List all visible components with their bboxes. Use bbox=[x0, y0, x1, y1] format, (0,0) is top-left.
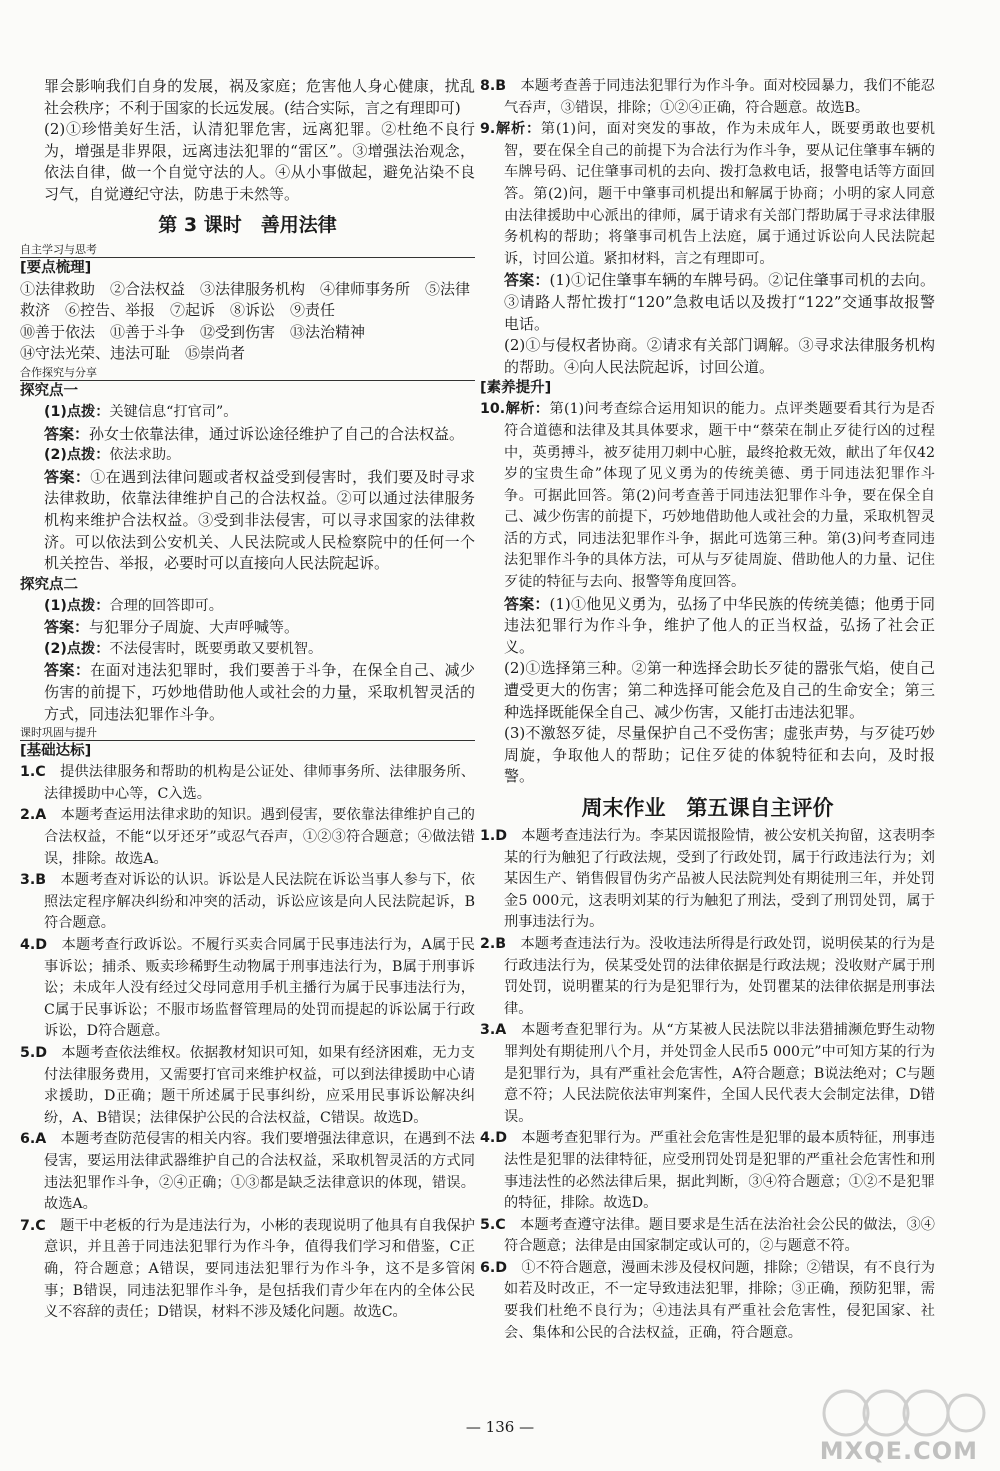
item-10 bbox=[480, 399, 935, 593]
explore-point-2-title: 探究点二 bbox=[20, 576, 78, 593]
intro-paragraph: 罪会影响我们自身的发展，祸及家庭；危害他人身心健康，扰乱社会秩序；不利于国家的长远发展。(结合实际，言之有理即可) bbox=[44, 77, 475, 117]
left-column bbox=[20, 76, 475, 1324]
watermark-text: MXQE.COM bbox=[819, 1437, 978, 1465]
answer-item bbox=[20, 1043, 475, 1129]
item-9-answer-label: 答案： bbox=[504, 271, 550, 290]
item-number: 5.C bbox=[480, 1216, 506, 1233]
answer-paragraph bbox=[20, 660, 475, 725]
item-spacer bbox=[46, 872, 60, 888]
item-text: 本题考查犯罪行为。严重社会危害性是犯罪的最本质特征，刑事违法性是犯罪的法律特征，应受刑罚处罚是犯罪的严重社会危害性和刑事违法性的必然法律后果，据此判断，③④符合题意；①②不是犯罪的特征，排除。故选D。 bbox=[504, 1130, 935, 1212]
lesson-title: 第 3 课时 善用法律 bbox=[158, 213, 337, 236]
item-spacer bbox=[506, 1022, 521, 1038]
item-10-answer-block bbox=[480, 594, 935, 659]
item-10-analysis-label: 解析： bbox=[505, 401, 550, 418]
item-number: 3.A bbox=[480, 1022, 507, 1039]
item-10-answer-2: (2)①选择第三种。②第一种选择会助长歹徒的嚣张气焰，使自己遭受更大的伤害；第二种选择可能会危及自己的生命安全；第三种选择既能保全自己、减少伤害，又能打击违法犯罪。 bbox=[504, 659, 935, 721]
item-10-no: 10. bbox=[480, 401, 506, 418]
page-number: — 136 — bbox=[465, 1418, 535, 1436]
answer-item bbox=[480, 934, 935, 1020]
answer-paragraph bbox=[20, 617, 475, 639]
item-spacer bbox=[507, 1130, 521, 1146]
hint-paragraph bbox=[20, 402, 475, 424]
answer-item bbox=[20, 935, 475, 1043]
item-number: 8.B bbox=[480, 78, 507, 94]
answer-items-a bbox=[480, 76, 935, 119]
answer-item bbox=[20, 1129, 475, 1215]
answer-item bbox=[20, 805, 475, 870]
answer-label: 答案： bbox=[44, 618, 90, 637]
item-spacer bbox=[47, 937, 62, 953]
hint-label: (1)点拨： bbox=[44, 403, 110, 420]
item-number: 6.A bbox=[20, 1131, 47, 1148]
item-10-answer-3: (3)不激怒歹徒，尽量保护自己不受伤害；虚张声势，与歹徒巧妙周旋，争取他人的帮助；记住歹徒的体貌特征和去向，及时报警。 bbox=[504, 724, 935, 786]
item-9-answer-block bbox=[480, 270, 935, 335]
answer-paragraph bbox=[20, 424, 475, 446]
hint-paragraph bbox=[20, 445, 475, 467]
item-10-analysis: 第(1)问考查综合运用知识的能力。点评类题要看其行为是否符合道德和法律及其具体要求，题干中“蔡荣在制止歹徒行凶的过程中，英勇搏斗，被歹徒用刀刺中心脏，最终抢救无效，献出了年仅42岁的宝贵生命”体现了见义勇为的传统美德、勇于同违法犯罪作斗争。可据此回答。第(2)问考查善于同违法犯罪作斗争，要在保全自己、减少伤害的前提下，巧妙地借助他人或社会的力量，采取机智灵活的方式，同违法犯罪作斗争，据此可选第三种。第(3)问考查同违法犯罪作斗争的具体方法，可从与歹徒周旋、借助他人的力量、记住歹徒的特征与去向、报警等角度回答。 bbox=[504, 401, 935, 591]
answer-text: 在面对违法犯罪时，我们要善于斗争，在保全自己、减少伤害的前提下，巧妙地借助他人或社会的力量，采取机智灵活的方式，同违法犯罪作斗争。 bbox=[44, 661, 475, 723]
item-text: ①不符合题意，漫画未涉及侵权问题，排除；②错误，有不良行为如若及时改正，不一定导致违法犯罪，排除；③正确，预防犯罪，需要我们杜绝不良行为；④违法具有严重社会危害性，侵犯国家、社会、集体和公民的合法权益，正确，符合题意。 bbox=[504, 1259, 935, 1341]
item-text: 本题考查依法维权。依据教材知识可知，如果有经济困难，无力支付法律服务费用，又需要打官司来维护权益，可以到法律援助中心请求援助，D正确；题干所述属于民事纠纷，应采用民事诉讼解决纠纷，A、B错误；法律保护公民的合法权益，C错误。故选D。 bbox=[44, 1044, 475, 1126]
intro-paragraph: (2)①珍惜美好生活，认清犯罪危害，远离犯罪。②杜绝不良行为，增强是非界限，远离违法犯罪的“雷区”。③增强法治观念，依法自律，做一个自觉守法的人。④从小事做起，避免沾染不良习气，自觉遵纪守法，防患于未然等。 bbox=[44, 120, 475, 203]
answer-item bbox=[480, 1215, 935, 1258]
answer-item bbox=[480, 76, 935, 119]
item-text: 提供法律服务和帮助的机构是公证处、律师事务所、法律服务所、法律援助中心等，C入选。 bbox=[44, 764, 475, 802]
answer-item bbox=[480, 1258, 935, 1344]
item-text: 本题考查对诉讼的认识。诉讼是人民法院在诉讼当事人参与下，依照法定程序解决纠纷和冲突的活动，诉讼应该是向人民法院起诉，B符合题意。 bbox=[44, 872, 475, 932]
answer-label: 答案： bbox=[44, 424, 90, 443]
explore-point-1-title: 探究点一 bbox=[20, 382, 78, 399]
answer-item bbox=[480, 1128, 935, 1214]
item-10-answer-label: 答案： bbox=[504, 594, 550, 613]
hint-paragraph bbox=[20, 596, 475, 618]
key-points-line: ⑩善于依法 ⑪善于斗争 ⑫受到伤害 ⑬法治精神 bbox=[20, 322, 366, 341]
answer-item bbox=[480, 1020, 935, 1128]
answer-text: 孙女士依靠法律，通过诉讼途径维护了自己的合法权益。 bbox=[89, 424, 465, 443]
section-label-cooperation: 合作探究与分享 bbox=[20, 365, 475, 381]
item-spacer bbox=[46, 807, 60, 823]
answer-item bbox=[480, 826, 935, 934]
intro-section bbox=[20, 76, 475, 206]
key-points-line: ①法律救助 ②合法权益 ③法律服务机构 ④律师事务所 ⑤法律救济 ⑥控告、举报 ⑦起诉 ⑧诉讼 ⑨责任 bbox=[20, 279, 471, 320]
item-number: 3.B bbox=[20, 872, 47, 889]
answer-paragraph bbox=[20, 467, 475, 575]
item-text: 本题考查行政诉讼。不履行买卖合同属于民事违法行为，A属于民事诉讼；捕杀、贩卖珍稀野生动物属于刑事违法行为，B属于刑事诉讼；未成年人没有经过父母同意用手机主播行为属于民事违法行为，C属于民事诉讼；不服市场监督管理局的处罚而提起的诉讼属于行政诉讼，D符合题意。 bbox=[44, 937, 475, 1040]
item-number: 1.C bbox=[20, 764, 46, 781]
hint-text: 合理的回答即可。 bbox=[109, 597, 223, 614]
item-spacer bbox=[47, 1045, 61, 1061]
item-spacer bbox=[46, 1218, 60, 1234]
item-spacer bbox=[507, 828, 521, 844]
item-number: 7.C bbox=[20, 1217, 46, 1234]
item-text: 本题考查犯罪行为。从“方某被人民法院以非法猎捕濒危野生动物罪判处有期徒刑八个月，并处罚金人民币5 000元”中可知方某的行为是犯罪行为，具有严重社会危害性，A符合题意；B说法绝对；C与题意不符；人民法院依法审判案件，全国人民代表大会制定法律，D错误。 bbox=[504, 1022, 935, 1125]
weekend-items bbox=[480, 826, 935, 1344]
hint-paragraph bbox=[20, 639, 475, 661]
key-points-label: [要点梳理] bbox=[20, 259, 92, 276]
answer-label: 答案： bbox=[44, 661, 91, 680]
item-spacer bbox=[507, 1260, 521, 1276]
explore-point-1 bbox=[20, 402, 475, 575]
item-spacer bbox=[46, 764, 60, 780]
basic-label: [基础达标] bbox=[20, 743, 92, 760]
answer-item bbox=[20, 870, 475, 935]
hint-text: 依法求助。 bbox=[109, 447, 181, 464]
item-number: 2.B bbox=[480, 935, 507, 952]
answer-text: 与犯罪分子周旋、大声呼喊等。 bbox=[89, 618, 300, 637]
item-number: 5.D bbox=[20, 1044, 48, 1061]
item-text: 本题考查违法行为。李某因谎报险情，被公安机关拘留，这表明李某的行为触犯了行政法规，受到了行政处罚，属于行政违法行为；刘某因生产、销售假冒伪劣产品被人民法院判处有期徒刑三年，并处罚金5 000元，这表明刘某的行为触犯了刑法，受到了刑罚处罚，属于刑事违法行为。 bbox=[504, 828, 935, 931]
item-10-answer-1: (1)①他见义勇为，弘扬了中华民族的传统美德；他勇于同违法犯罪行为作斗争，维护了他人的正当权益，弘扬了社会正义。 bbox=[504, 594, 935, 656]
item-text: 题干中老板的行为是违法行为，小彬的表现说明了他具有自我保护意识，并且善于同违法犯罪行为作斗争，值得我们学习和借鉴，C正确，符合题意；A错误，要同违法犯罪行为作斗争，这不是多管闲事；B错误，同违法犯罪作斗争，是包括我们青少年在内的全体公民义不容辞的责任；D错误，材料不涉及矮化问题。故选C。 bbox=[44, 1217, 475, 1321]
answer-label: 答案： bbox=[44, 467, 91, 486]
item-spacer bbox=[506, 936, 520, 952]
answer-item bbox=[20, 1216, 475, 1324]
hint-label: (2)点拨： bbox=[44, 447, 110, 464]
item-text: 本题考查违法行为。没收违法所得是行政处罚，说明侯某的行为是行政违法行为，侯某受处罚的法律依据是行政法规；没收财产属于刑罚处罚，说明瞿某的行为是犯罪行为，处罚瞿某的法律依据是刑事法律。 bbox=[504, 935, 935, 1017]
key-points-line: ⑭守法光荣、违法可耻 ⑮崇尚者 bbox=[20, 344, 246, 363]
section-label-self-study: 自主学习与思考 bbox=[20, 242, 475, 258]
item-spacer bbox=[46, 1131, 60, 1147]
explore-point-2 bbox=[20, 596, 475, 726]
item-number: 4.D bbox=[480, 1130, 508, 1147]
item-number: 1.D bbox=[480, 828, 508, 844]
item-text: 本题考查遵守法律。题目要求是生活在法治社会公民的做法，③④符合题意；法律是由国家制定或认可的，②与题意不符。 bbox=[504, 1216, 935, 1255]
hint-text: 不法侵害时，既要勇敢又要机智。 bbox=[109, 640, 323, 657]
item-text: 本题考查善于同违法犯罪行为作斗争。面对校园暴力，我们不能忍气吞声，③错误，排除；①②④正确，符合题意。故选B。 bbox=[504, 78, 935, 116]
hint-label: (2)点拨： bbox=[44, 640, 110, 657]
item-number: 2.A bbox=[20, 807, 47, 824]
key-points-list bbox=[20, 279, 475, 365]
item-9-analysis-label: 解析： bbox=[495, 121, 541, 138]
item-text: 本题考查运用法律求助的知识。遇到侵害，要依靠法律维护自己的合法权益，不能“以牙还牙”或忍气吞声，①②③符合题意；④做法错误，排除。故选A。 bbox=[44, 807, 475, 867]
item-number: 6.D bbox=[480, 1259, 508, 1276]
item-spacer bbox=[506, 1217, 520, 1233]
item-text: 本题考查防范侵害的相关内容。我们要增强法律意识，在遇到不法侵害，要运用法律武器维护自己的合法权益，采取机智灵活的方式同违法犯罪作斗争，②④正确；①③都是缺乏法律意识的体现，错误。故选A。 bbox=[44, 1131, 475, 1213]
basic-items bbox=[20, 762, 475, 1323]
quality-label: [素养提升] bbox=[480, 380, 552, 397]
item-9-analysis: 第(1)问，面对突发的事故，作为未成年人，既要勇敢也要机智，要在保全自己的前提下为合法行为作斗争，要从记住肇事车辆的车牌号码、记住肇事司机的去向、拨打急救电话，报警电话等方面回答。第(2)问，题干中肇事司机提出和解属于协商；小明的家人同意由法律援助中心派出的律师，属于请求有关部门帮助属于寻求法律服务机构的帮助；将肇事司机告上法庭，属于通过诉讼向人民法院起诉，讨回公道。紧扣材料，言之有理即可。 bbox=[504, 121, 935, 267]
item-9-no: 9. bbox=[480, 121, 496, 138]
section-label-consolidate: 课时巩固与提升 bbox=[20, 725, 475, 741]
answer-text: ①在遇到法律问题或者权益受到侵害时，我们要及时寻求法律救助，依靠法律维护自己的合法权益。②可以通过法律服务机构来维护合法权益。③受到非法侵害，可以寻求国家的法律救济。可以依法到公安机关、人民法院或人民检察院中的任何一个机关控告、举报，必要时可以直接向人民法院起诉。 bbox=[44, 467, 475, 573]
hint-label: (1)点拨： bbox=[44, 597, 110, 614]
item-9-answer-1: (1)①记住肇事车辆的车牌号码。②记住肇事司机的去向。③请路人帮忙拨打“120”急救电话以及拨打“122”交通事故报警电话。 bbox=[504, 271, 935, 333]
weekend-title: 周末作业 第五课自主评价 bbox=[581, 796, 834, 820]
item-number: 4.D bbox=[20, 937, 48, 953]
item-9-answer-2: (2)①与侵权者协商。②请求有关部门调解。③寻求法律服务机构的帮助。④向人民法院起诉，讨回公道。 bbox=[504, 336, 935, 376]
answer-item bbox=[20, 762, 475, 805]
item-spacer bbox=[506, 78, 520, 94]
item-9 bbox=[480, 119, 935, 270]
right-column bbox=[480, 76, 935, 1344]
hint-text: 关键信息“打官司”。 bbox=[109, 403, 238, 420]
